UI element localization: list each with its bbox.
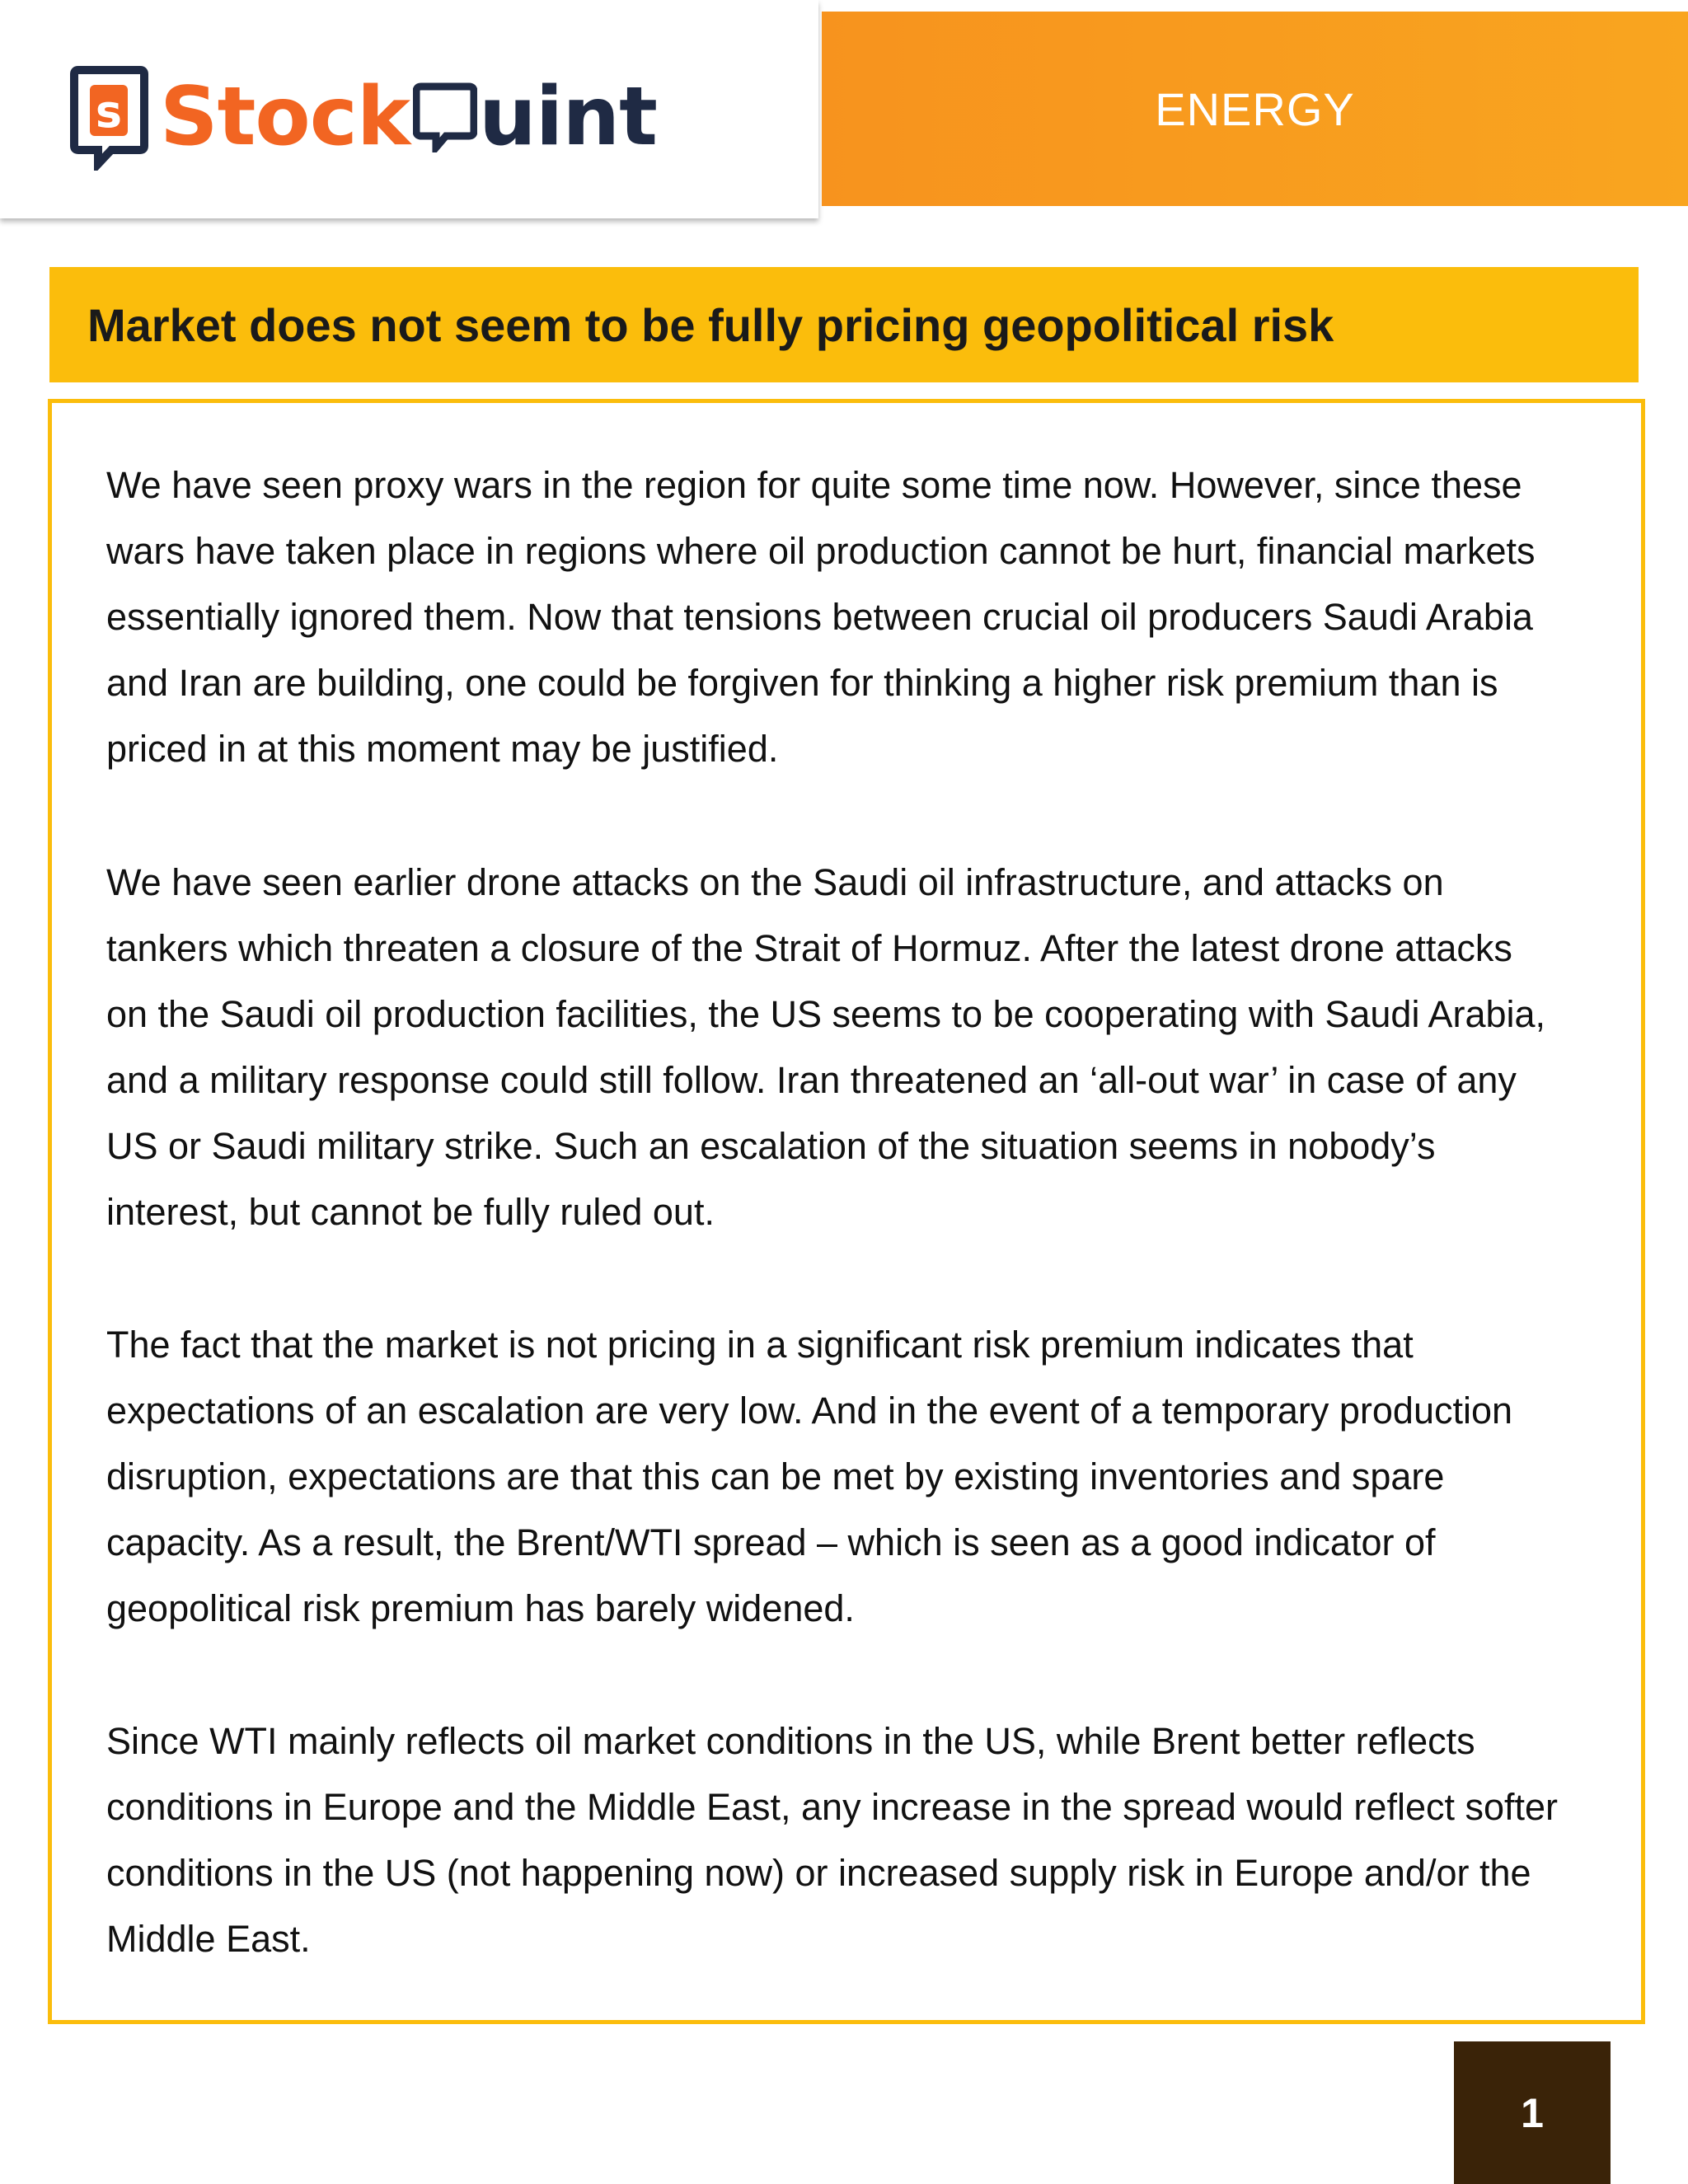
sector-banner bbox=[822, 12, 1688, 206]
stockquint-logo bbox=[70, 68, 657, 166]
s-speech-bubble-icon bbox=[70, 63, 148, 171]
paragraph-3: The fact that the market is not pricing in a significant risk premium indicates that expectations of an escalation are very low. And in the event of a temporary production disruption, expectations are that this can be met by existing inventories and spare capacity. As a result, the Brent/WTI spread – which is seen as a good indicator of geopolitical risk premium has barely widened. bbox=[106, 1324, 1513, 1629]
page-number: 1 bbox=[1521, 2089, 1544, 2136]
sector-label: ENERGY bbox=[1155, 82, 1355, 135]
title-bar bbox=[49, 267, 1639, 382]
header-logo-panel bbox=[0, 0, 818, 218]
q-speech-bubble-icon bbox=[413, 82, 477, 152]
logo-text-stock: Stock bbox=[160, 70, 410, 164]
article-title: Market does not seem to be fully pricing geopolitical risk bbox=[87, 298, 1334, 351]
paragraph-1: We have seen proxy wars in the region for quite some time now. However, since these wars have taken place in regions where oil production cannot be hurt, financial markets essentially ignored them. Now that tensions between crucial oil producers Saudi Arabia and Iran are building, one could be forgiven for thinking a higher risk premium than is priced in at this moment may be justified. bbox=[106, 464, 1536, 770]
paragraph-2: We have seen earlier drone attacks on the Saudi oil infrastructure, and attacks on tankers which threaten a closure of the Strait of Hormuz. After the latest drone attacks on the Saudi oil production facilities, the US seems to be cooperating with Saudi Arabia, and a military response could still follow. Iran threatened an ‘all-out war’ in case of any US or Saudi military strike. Such an escalation of the situation seems in nobody’s interest, but cannot be fully ruled out. bbox=[106, 861, 1546, 1233]
page-number-box bbox=[1454, 2041, 1611, 2184]
paragraph-4: Since WTI mainly reflects oil market conditions in the US, while Brent better reflects conditions in Europe and the Middle East, any increase in the spread would reflect softer conditions in the US (not happening now) or increased supply risk in Europe and/or the Middle East. bbox=[106, 1720, 1559, 1960]
svg-text:s: s bbox=[95, 86, 123, 138]
logo-text-uint: uint bbox=[479, 70, 658, 164]
logo-wordmark bbox=[160, 70, 658, 164]
article-body bbox=[48, 399, 1645, 2024]
